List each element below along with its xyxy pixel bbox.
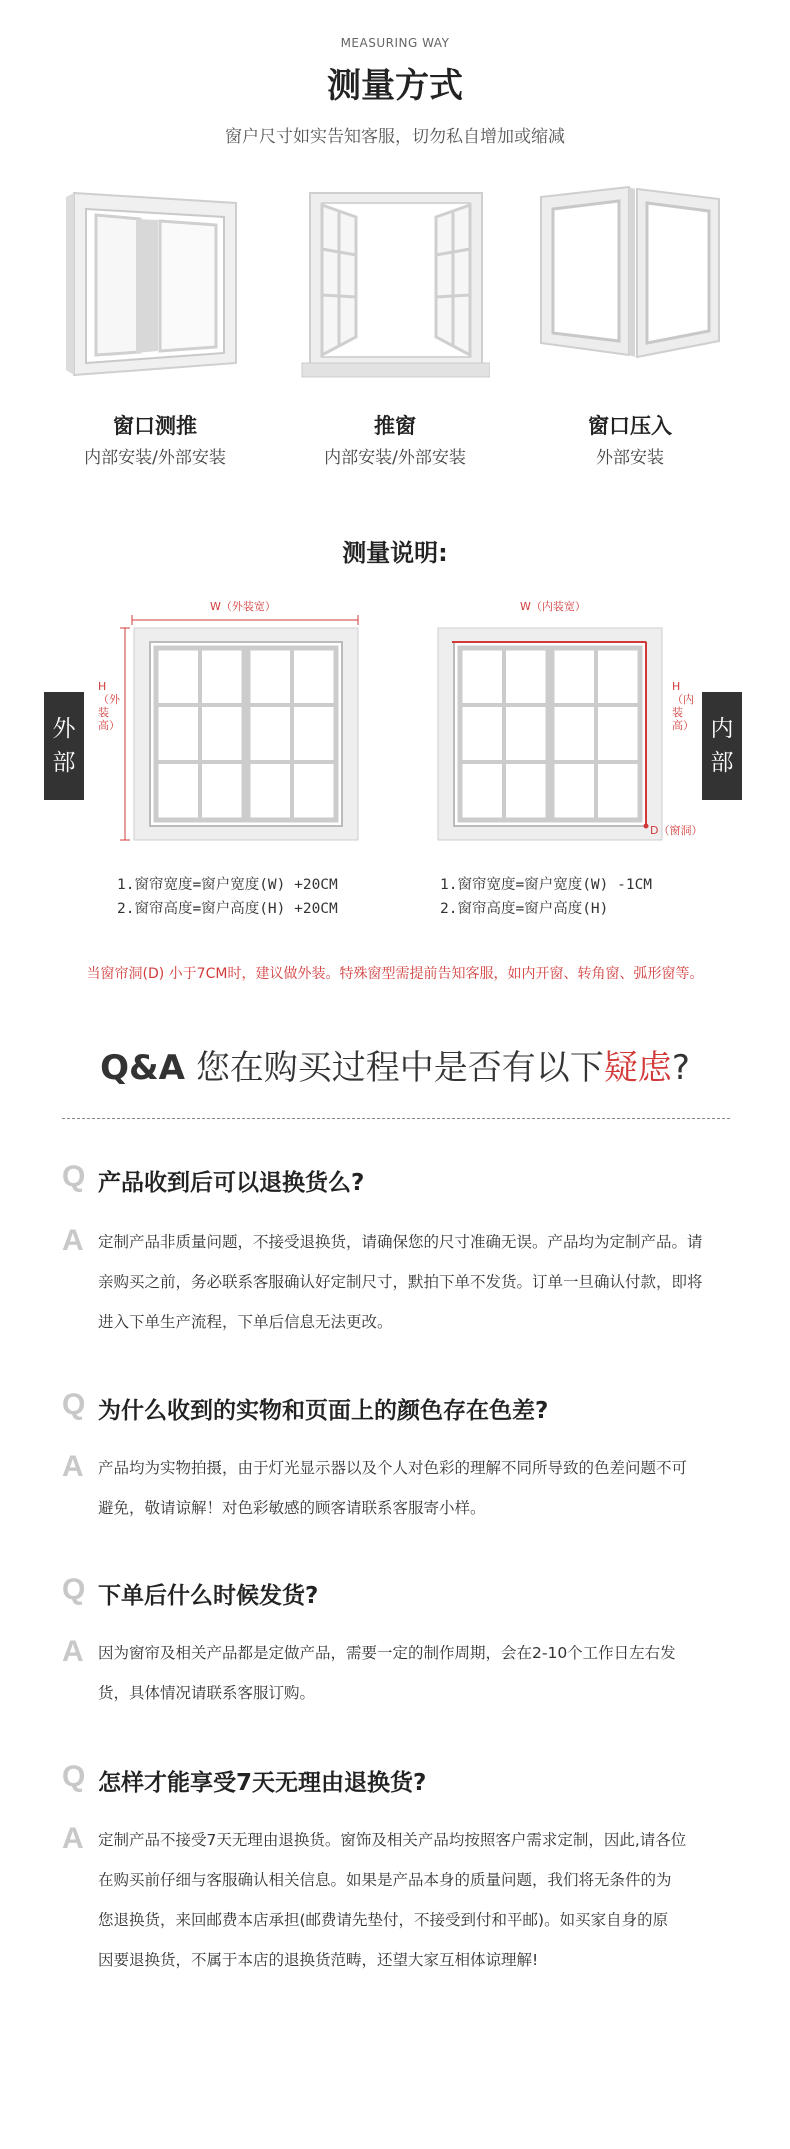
question-text: 怎样才能享受7天无理由退换货? [98,1770,427,1796]
answer-text: 定制产品不接受7天无理由退换货。窗饰及相关产品均按照客户需求定制，因此,请各位 在购买前仔细与客服确认相关信息。如果是产品本身的质量问题，我们将无条件的为 您退换货，来回邮费本店承担(邮费请先垫付，不接受到付和平邮)。如买家自身的原 因要退换货，不属于本店的退换货范畴，还望大家互相体谅理解! [98,1831,687,1969]
q-mark: Q [62,1573,86,1606]
sliding-window-illustration [60,185,250,385]
a-mark: A [62,1635,84,1668]
casement-window-illustration [300,185,490,385]
outer-width-label: W（外装宽） [210,600,276,613]
inner-width-label: W（内装宽） [520,600,586,613]
outer-note-height: 2.窗帘高度=窗户高度(H) +20CM [117,901,338,917]
pressin-window-illustration [535,185,725,385]
question-text: 下单后什么时候发货? [98,1583,319,1609]
window-type-install: 内部安装/外部安装 [84,448,226,468]
q-mark: Q [62,1388,86,1421]
inner-height-label: H（内装高） [672,680,694,732]
a-mark: A [62,1224,84,1257]
inner-note-height: 2.窗帘高度=窗户高度(H) [440,901,609,917]
section-eyebrow: MEASURING WAY [340,36,450,50]
inner-side-label: 内部 [702,692,742,800]
outer-side-label: 外部 [44,692,84,800]
question-text: 为什么收到的实物和页面上的颜色存在色差? [98,1398,549,1424]
a-mark: A [62,1450,84,1483]
qa-title-highlight: 疑虑 [603,1048,672,1088]
outer-height-label: H（外装高） [98,680,120,732]
answer-text: 产品均为实物拍摄，由于灯光显示器以及个人对色彩的理解不同所导致的色差问题不可 避免，敬请谅解！对色彩敏感的顾客请联系客服寄小样。 [98,1459,688,1517]
page-title: 测量方式 [327,66,463,106]
a-mark: A [62,1822,84,1855]
qa-title-main: 您在购买过程中是否有以下 [195,1048,604,1088]
window-type-name: 窗口压入 [588,414,672,438]
qa-title-end: ? [671,1048,690,1088]
qa-prefix: Q&A [100,1048,185,1088]
measure-warning: 当窗帘洞(D) 小于7CM时，建议做外装。特殊窗型需提前告知客服，如内开窗、转角窗、弧形窗等。 [86,966,704,982]
page-subtitle: 窗户尺寸如实告知客服，切勿私自增加或缩减 [225,127,565,147]
inner-depth-label: D（窗洞） [650,824,703,837]
inner-note-width: 1.窗帘宽度=窗户宽度(W) -1CM [440,877,653,893]
qa-title [0,1040,790,1089]
outer-measure-diagram [120,612,370,842]
window-type-name: 推窗 [374,414,416,438]
outer-note-width: 1.窗帘宽度=窗户宽度(W) +20CM [117,877,338,893]
answer-text: 因为窗帘及相关产品都是定做产品，需要一定的制作周期，会在2-10个工作日左右发 货，具体情况请联系客服订购。 [98,1644,676,1702]
window-type-install: 外部安装 [596,448,664,468]
question-text: 产品收到后可以退换货么? [98,1170,365,1196]
window-type-install: 内部安装/外部安装 [324,448,466,468]
answer-text: 定制产品非质量问题，不接受退换货，请确保您的尺寸准确无误。产品均为定制产品。请 亲购买之前，务必联系客服确认好定制尺寸，默拍下单不发货。订单一旦确认付款，即将 进入下单生产流程，下单后信息无法更改。 [98,1233,703,1331]
inner-measure-diagram [428,612,678,842]
q-mark: Q [62,1160,86,1193]
window-type-name: 窗口测推 [113,414,197,438]
qa-divider [62,1118,730,1119]
q-mark: Q [62,1760,86,1793]
measure-title: 测量说明: [342,539,448,567]
